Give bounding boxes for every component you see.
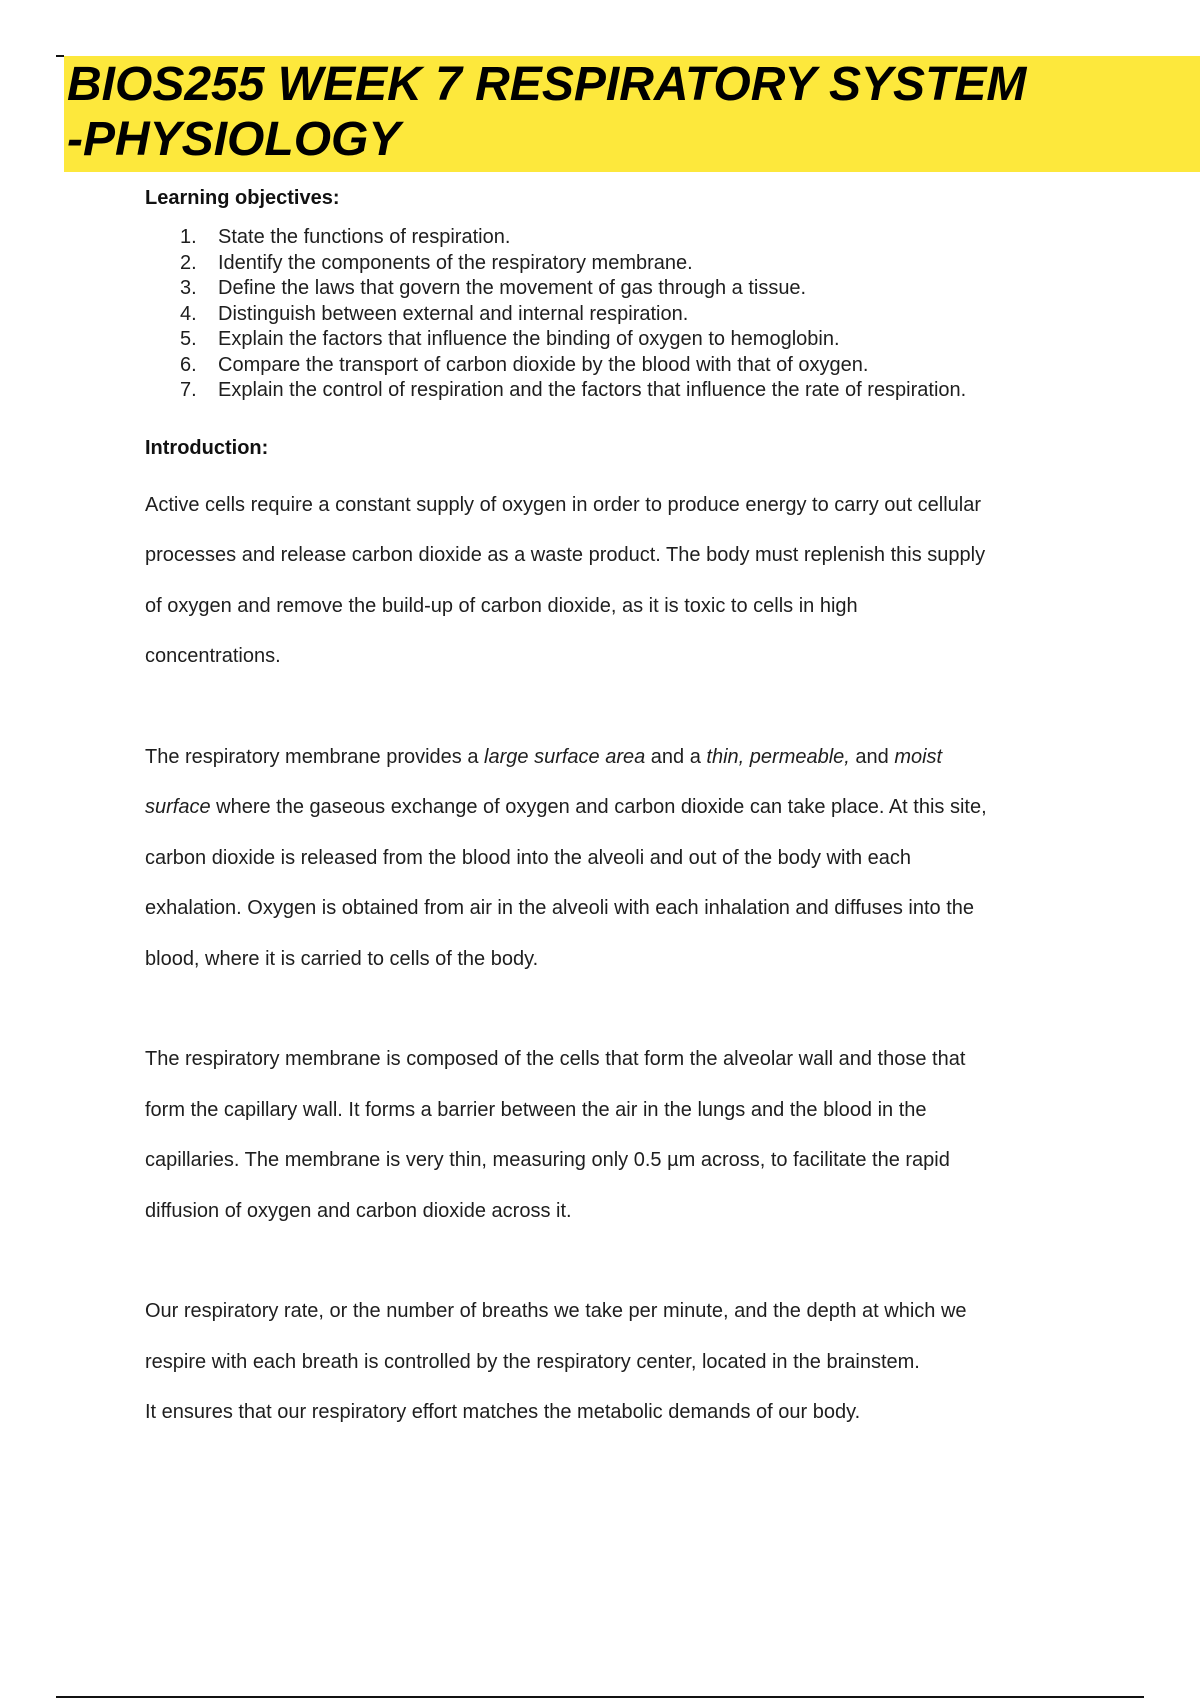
introduction-heading: Introduction: — [145, 436, 269, 459]
objective-number: 6. — [180, 353, 197, 376]
objective-number: 7. — [180, 379, 197, 401]
objective-item — [145, 327, 1145, 353]
document-body — [145, 183, 1145, 1438]
objective-text: Explain the control of respiration and the factors that influence the rate of respiration. — [218, 379, 967, 401]
objective-number: 4. — [180, 302, 197, 325]
footer-rule — [56, 1696, 1144, 1698]
objective-item — [145, 353, 1145, 379]
objective-text: Identify the components of the respiratory membrane. — [218, 251, 693, 274]
objective-text: Distinguish between external and internal respiration. — [218, 302, 689, 325]
objective-number: 5. — [180, 328, 197, 350]
italic-emphasis: moist — [894, 745, 943, 768]
intro-paragraph-4 — [145, 1286, 1145, 1438]
objective-item — [145, 225, 1145, 251]
text-run: The respiratory membrane provides a — [145, 745, 485, 768]
page-corner-mark — [56, 55, 64, 57]
page-title-line-1: BIOS255 WEEK 7 RESPIRATORY SYSTEM — [67, 58, 1027, 111]
paragraph-line: Our respiratory rate, or the number of breaths we take per minute, and the depth at which we — [145, 1300, 967, 1322]
text-run: and a — [645, 745, 707, 768]
paragraph-line: respire with each breath is controlled by the respiratory center, located in the brainstem. — [145, 1350, 920, 1373]
paragraph-line: concentrations. — [145, 645, 281, 667]
objective-item — [145, 378, 1145, 404]
objective-item — [145, 302, 1145, 328]
paragraph-line: exhalation. Oxygen is obtained from air in the alveoli with each inhalation and diffuses into the — [145, 897, 975, 919]
text-run: and — [849, 745, 895, 768]
title-banner — [64, 56, 1200, 172]
objective-text: State the functions of respiration. — [218, 226, 511, 248]
learning-objectives-heading: Learning objectives: — [145, 187, 340, 209]
paragraph-line: carbon dioxide is released from the blood into the alveoli and out of the body with each — [145, 846, 912, 869]
objective-text: Explain the factors that influence the binding of oxygen to hemoglobin. — [218, 328, 840, 350]
objectives-list — [145, 225, 1145, 404]
paragraph-line — [145, 782, 1145, 833]
paragraph-line: capillaries. The membrane is very thin, measuring only 0.5 µm across, to facilitate the rapid — [145, 1149, 950, 1171]
intro-paragraph-3 — [145, 1034, 1145, 1236]
italic-emphasis: large surface area — [484, 745, 646, 768]
objective-item — [145, 251, 1145, 277]
paragraph-line: blood, where it is carried to cells of the body. — [145, 947, 539, 970]
objective-number: 2. — [180, 251, 197, 274]
objective-number: 1. — [180, 226, 197, 248]
text-run: where the gaseous exchange of oxygen and carbon dioxide can take place. At this site, — [210, 796, 987, 818]
intro-paragraph-2 — [145, 732, 1145, 985]
paragraph-line: It ensures that our respiratory effort matches the metabolic demands of our body. — [145, 1401, 861, 1423]
paragraph-line: of oxygen and remove the build-up of carbon dioxide, as it is toxic to cells in high — [145, 594, 858, 617]
paragraph-line: form the capillary wall. It forms a barrier between the air in the lungs and the blood in the — [145, 1098, 927, 1121]
paragraph-line: processes and release carbon dioxide as a waste product. The body must replenish this supply — [145, 544, 986, 566]
page-title-line-2: -PHYSIOLOGY — [67, 113, 401, 166]
paragraph-line: diffusion of oxygen and carbon dioxide across it. — [145, 1199, 572, 1222]
paragraph-line: Active cells require a constant supply of oxygen in order to produce energy to carry out cellular — [145, 493, 981, 516]
italic-emphasis: thin, permeable, — [706, 745, 850, 768]
paragraph-line: The respiratory membrane is composed of the cells that form the alveolar wall and those that — [145, 1048, 966, 1070]
italic-emphasis: surface — [145, 796, 211, 818]
paragraph-line — [145, 732, 1145, 783]
objective-text: Compare the transport of carbon dioxide by the blood with that of oxygen. — [218, 353, 869, 376]
intro-paragraph-1 — [145, 480, 1145, 682]
objective-item — [145, 276, 1145, 302]
objective-number: 3. — [180, 277, 197, 299]
objective-text: Define the laws that govern the movement of gas through a tissue. — [218, 277, 807, 299]
